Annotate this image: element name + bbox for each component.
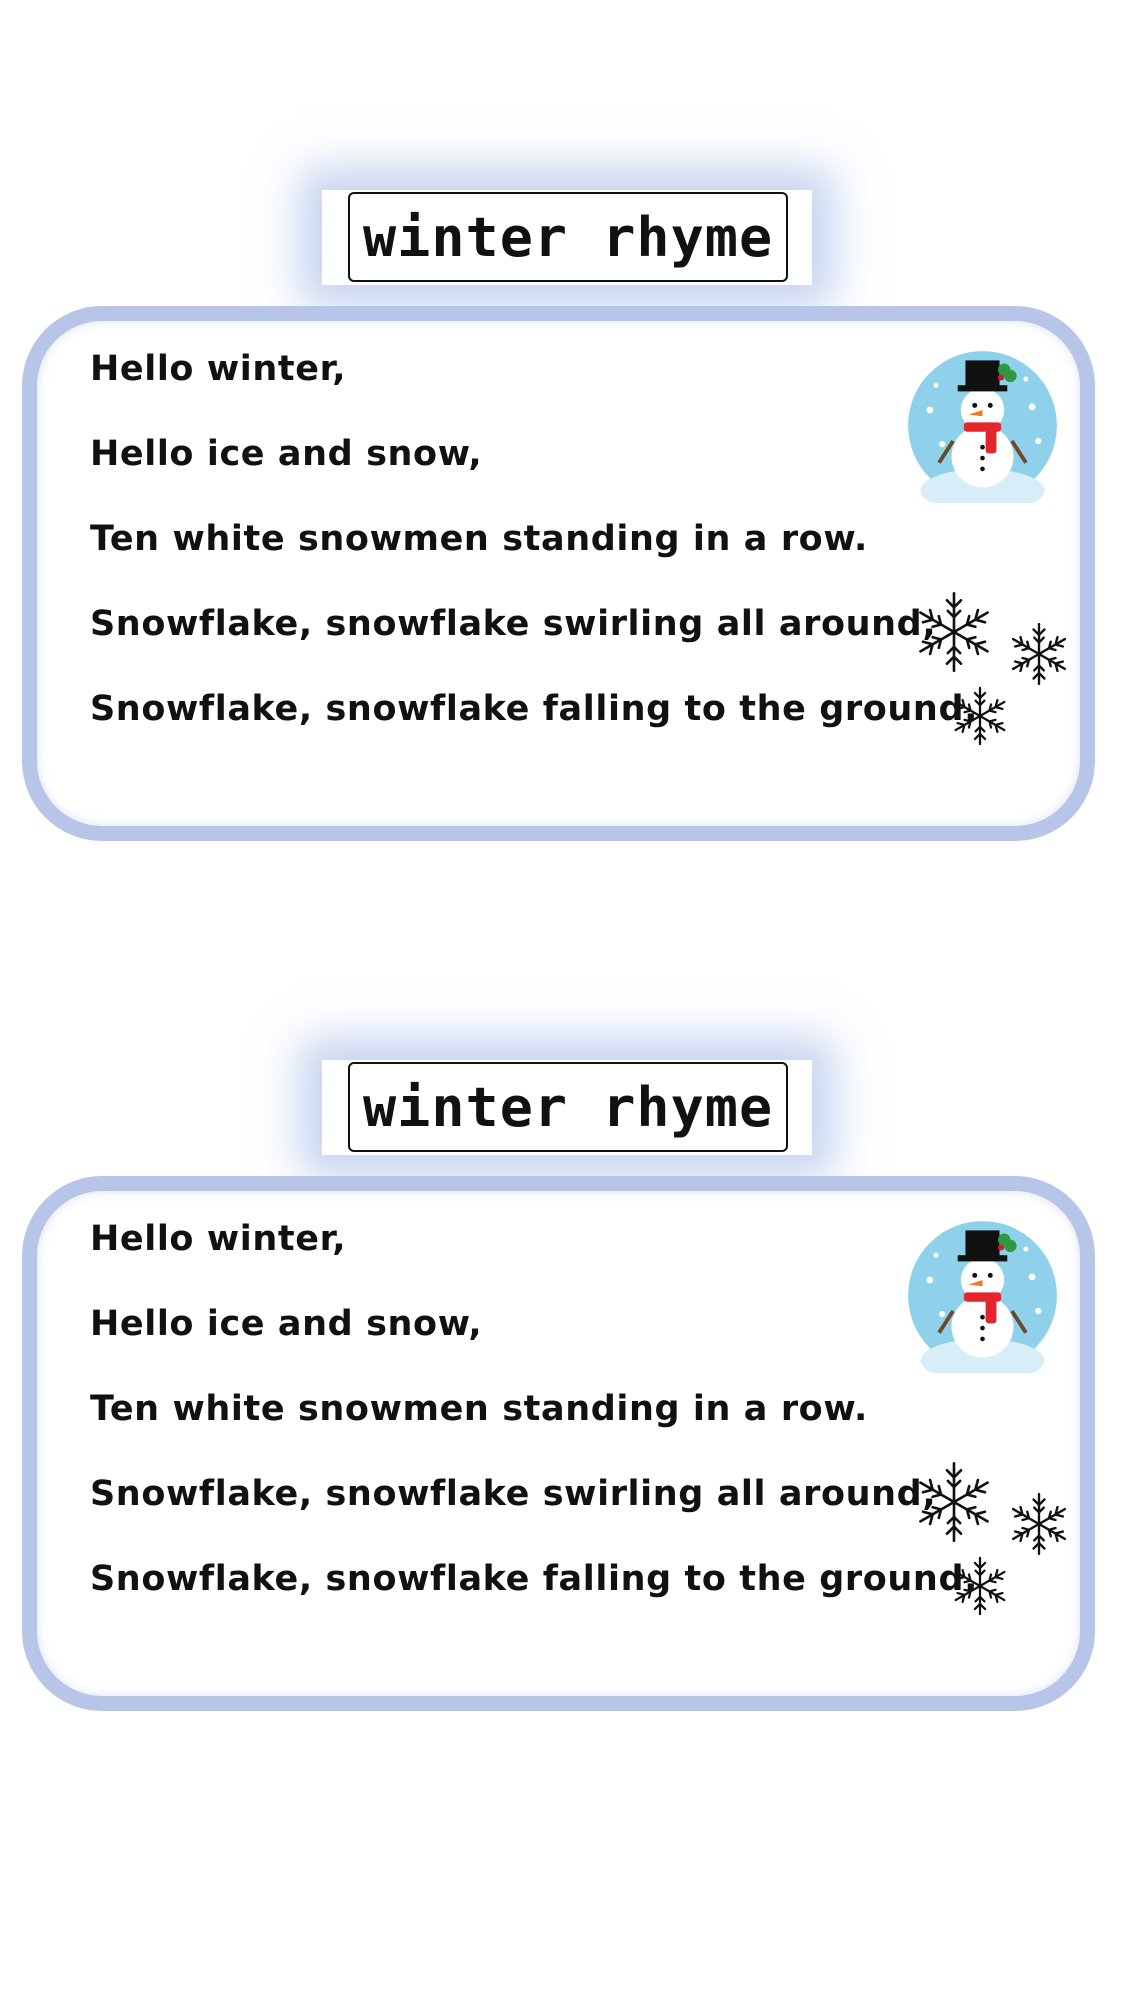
poem-line: Hello winter, <box>90 1219 347 1259</box>
poem-line: Snowflake, snowflake falling to the ground. <box>90 689 978 729</box>
poem-line: Hello winter, <box>90 349 347 389</box>
poem-line: Ten white snowmen standing in a row. <box>90 1389 868 1429</box>
snowflake-icon <box>910 588 998 676</box>
rhyme-title: winter rhyme <box>362 1075 774 1139</box>
poem-line: Hello ice and snow, <box>90 434 483 474</box>
title-box <box>348 192 788 282</box>
snowflake-icon <box>1005 1490 1073 1558</box>
rhyme-card <box>0 980 1125 1680</box>
poem-lines <box>90 350 978 775</box>
poem-lines <box>90 1220 978 1645</box>
snowflake-icon <box>948 1554 1012 1618</box>
snowflake-icon <box>910 1458 998 1546</box>
snowflake-icon <box>948 684 1012 748</box>
poem-line: Snowflake, snowflake falling to the ground. <box>90 1559 978 1599</box>
poem-line: Snowflake, snowflake swirling all around, <box>90 1474 937 1514</box>
snowman-icon <box>905 348 1060 503</box>
poem-line: Hello ice and snow, <box>90 1304 483 1344</box>
title-banner <box>322 1060 812 1155</box>
title-banner <box>322 190 812 285</box>
poem-line: Snowflake, snowflake swirling all around, <box>90 604 937 644</box>
rhyme-card <box>0 110 1125 810</box>
rhyme-title: winter rhyme <box>362 205 774 269</box>
snowman-icon <box>905 1218 1060 1373</box>
poem-line: Ten white snowmen standing in a row. <box>90 519 868 559</box>
title-box <box>348 1062 788 1152</box>
snowflake-icon <box>1005 620 1073 688</box>
